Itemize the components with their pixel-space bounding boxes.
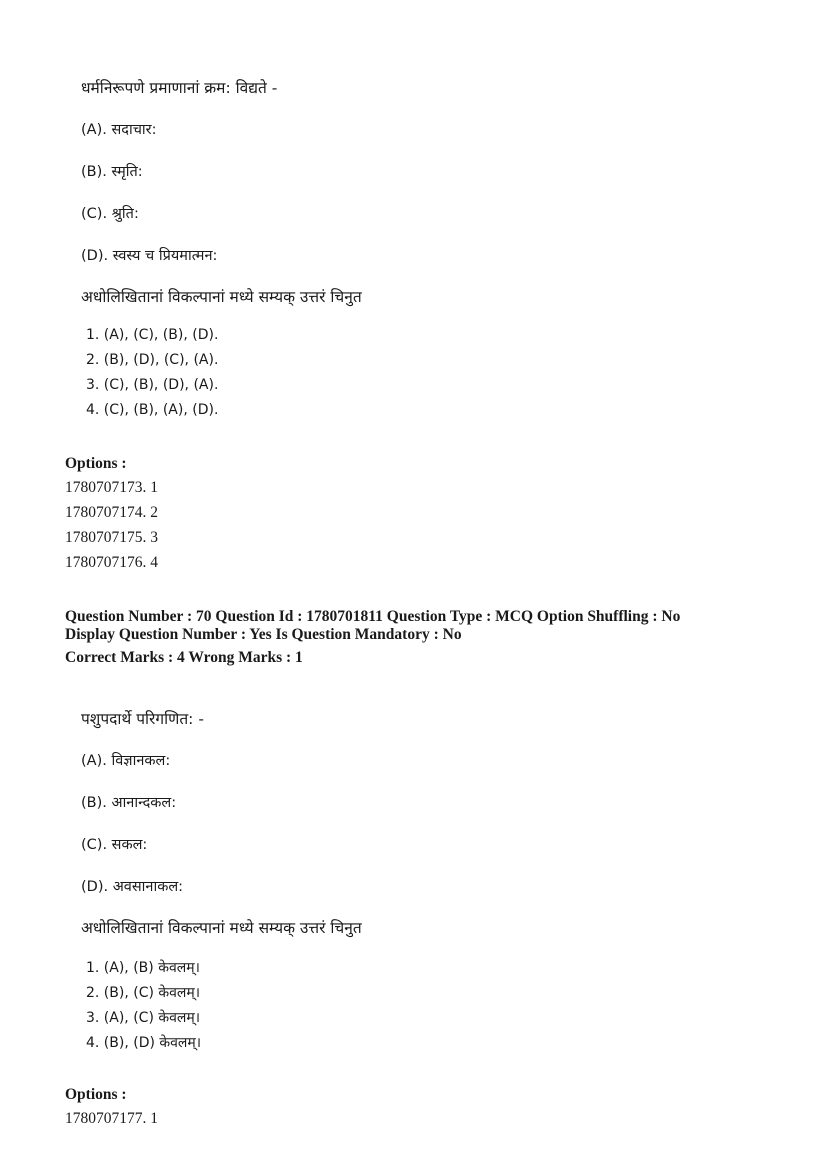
q70-stem: पशुपदार्थे परिगणित: - <box>81 710 204 728</box>
q70-item-b: (B). आनान्दकल: <box>81 795 177 811</box>
q69-choice-1: 1. (A), (C), (B), (D). <box>86 327 219 343</box>
q69-item-d: (D). स्वस्य च प्रियमात्मन: <box>81 248 218 264</box>
q69-item-b: (B). स्मृति: <box>81 164 143 180</box>
q70-instruction: अधोलिखितानां विकल्पानां मध्ये सम्यक् उत्तरं चिनुत <box>81 919 362 937</box>
q70-item-d: (D). अवसानाकल: <box>81 879 184 895</box>
q70-item-c: (C). सकल: <box>81 837 148 853</box>
q69-option-id-2: 1780707174. 2 <box>65 504 158 521</box>
q69-stem: धर्मनिरूपणे प्रमाणानां क्रम: विद्यते - <box>81 79 278 97</box>
q70-item-a: (A). विज्ञानकल: <box>81 753 171 769</box>
q70-options-heading: Options : <box>65 1086 127 1103</box>
q70-choice-3: 3. (A), (C) केवलम्। <box>86 1010 201 1026</box>
q70-choice-2: 2. (B), (C) केवलम्। <box>86 985 201 1001</box>
q69-option-id-3: 1780707175. 3 <box>65 529 158 546</box>
q70-meta-line-1: Question Number : 70 Question Id : 1780701811 Question Type : MCQ Option Shuffling : No <box>65 608 681 625</box>
q69-options-heading: Options : <box>65 455 127 472</box>
q69-item-a: (A). सदाचार: <box>81 122 157 138</box>
q70-meta-line-3: Correct Marks : 4 Wrong Marks : 1 <box>65 649 303 666</box>
q70-choice-1: 1. (A), (B) केवलम्। <box>86 960 200 976</box>
q69-choice-3: 3. (C), (B), (D), (A). <box>86 377 219 393</box>
q69-instruction: अधोलिखितानां विकल्पानां मध्ये सम्यक् उत्तरं चिनुत <box>81 288 362 306</box>
q69-option-id-4: 1780707176. 4 <box>65 554 158 571</box>
q69-choice-4: 4. (C), (B), (A), (D). <box>86 402 219 418</box>
q69-choice-2: 2. (B), (D), (C), (A). <box>86 352 219 368</box>
q70-option-id-1: 1780707177. 1 <box>65 1110 158 1127</box>
q70-meta-line-2: Display Question Number : Yes Is Question Mandatory : No <box>65 626 462 643</box>
q69-option-id-1: 1780707173. 1 <box>65 479 158 496</box>
q70-choice-4: 4. (B), (D) केवलम्। <box>86 1035 202 1051</box>
q69-item-c: (C). श्रुति: <box>81 206 139 222</box>
